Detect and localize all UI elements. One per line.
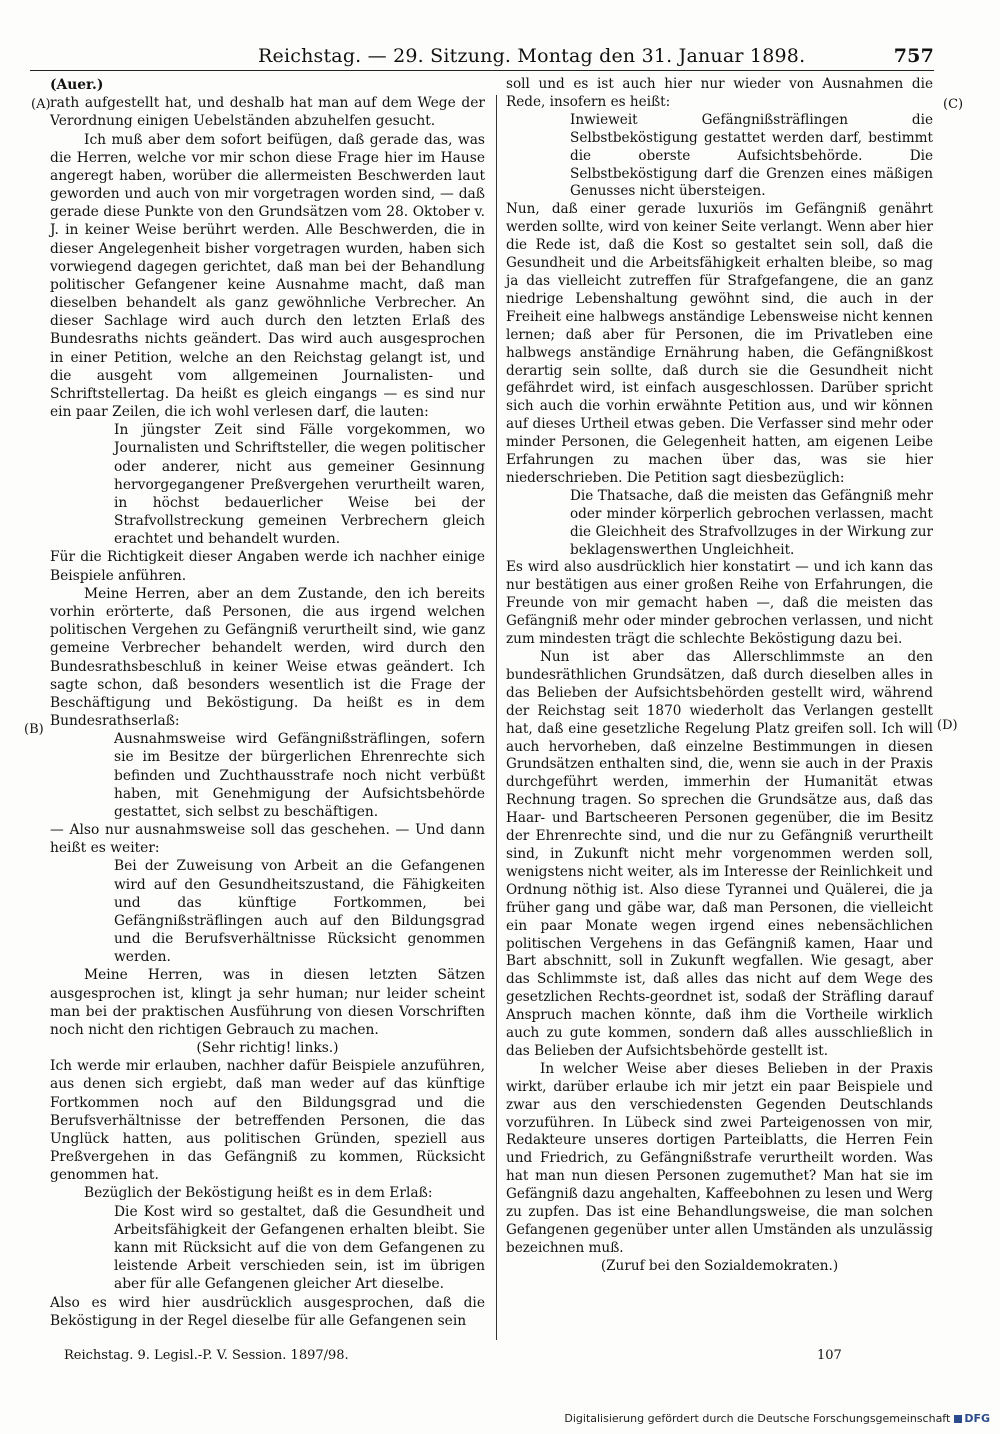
- paragraph: Nun, daß einer gerade luxuriös im Gefängniß genährt werden sollte, wird von keiner Seite verlangt. Wenn aber hier die Rede ist, daß die Kost so gestaltet sein soll, daß die Gesundheit und die Arbeitsfähigkeit erhalten bleibe, so mag ja das vielleicht zutreffen für Strafgefangene, die an ganz niedrige Lebenshaltung gewöhnt sind, die auch in der Freiheit eine halbwegs anständige Lebensweise nicht kennen lernen; daß aber für Personen, die im Privatleben eine halbwegs anständige Ernährung haben, die Gefängnißkost derartig sein sollte, daß durch sie die Gesundheit nicht gefährdet wird, ist einfach ausgeschlossen. Darüber spricht sich auch die vorhin erwähnte Petition aus, und wir können auf dieses Urtheil etwas geben. Die Verfasser sind mehr oder minder Personen, die Gelegenheit hatten, am eigenen Leibe Erfahrungen zu machen über das, was sie hier niederschrieben. Die Petition sagt diesbezüglich:: [506, 201, 933, 486]
- paragraph: Also es wird hier ausdrücklich ausgesprochen, daß die Beköstigung in der Regel dieselbe für alle Gefangenen sein: [50, 1294, 485, 1329]
- page-number: 757: [893, 45, 934, 67]
- paragraph: Bezüglich der Beköstigung heißt es in dem Erlaß:: [84, 1185, 433, 1202]
- interjection: (Sehr richtig! links.): [196, 1040, 339, 1057]
- footer-session-line: Reichstag. 9. Legisl.-P. V. Session. 1897/98.: [64, 1348, 349, 1363]
- paragraph: rath aufgestellt hat, und deshalb hat man auf dem Wege der Verordnung einigen Uebelständen abzuhelfen gesucht.: [50, 95, 485, 130]
- digitization-credit: [564, 1412, 990, 1425]
- footer-sheet-number: 107: [817, 1348, 842, 1363]
- interjection: (Zuruf bei den Sozialdemokraten.): [600, 1257, 839, 1274]
- paragraph: Ich muß aber dem sofort beifügen, daß gerade das, was die Herren, welche vor mir schon diese Frage hier im Hause angeregt haben, worüber die allermeisten Beschwerden laut geworden und auch von mir vorgetragen worden sind, — daß gerade diese Punkte von den Grundsätzen vom 28. Oktober v. J. in keiner Weise berührt werden. Alle Beschwerden, die in dieser Angelegenheit bisher vorgetragen wurden, haben sich vorwiegend dagegen gerichtet, daß man bei der Behandlung politischer Gefangener keine Ausnahme macht, daß man dieselben behandelt als ganz gewöhnliche Verbrecher. An dieser Sachlage wird auch durch den letzten Erlaß des Bundesraths nichts geändert. Das wird auch ausgesprochen in einer Petition, welche an den Reichstag gelangt ist, und die ausgeht vom allgemeinen Journalisten- und Schriftstellertag. Da heißt es gleich eingangs — es sind nur ein paar Zeilen, die ich wohl verlesen darf, die lauten:: [50, 131, 485, 421]
- margin-marker-b: (B): [24, 722, 44, 737]
- dfg-logo-mark-icon: [954, 1415, 962, 1423]
- credit-text: Digitalisierung gefördert durch die Deutsche Forschungsgemeinschaft: [564, 1412, 951, 1425]
- paragraph: soll und es ist auch hier nur wieder von Ausnahmen die Rede, insofern es heißt:: [506, 76, 933, 110]
- paragraph: Für die Richtigkeit dieser Angaben werde ich nachher einige Beispiele anführen.: [50, 549, 485, 584]
- dfg-logo-text: DFG: [964, 1412, 990, 1425]
- column-divider: [496, 95, 497, 1340]
- right-column: [506, 76, 933, 1276]
- paragraph: Meine Herren, aber an dem Zustande, den ich bereits vorhin erörterte, daß Personen, die aus irgend welchen politischen Vergehen zu Gefängniß verurtheilt sind, wie ganz gemeine Verbrecher behandelt werden, wird durch den Bundesrathsbeschluß in keiner Weise etwas geändert. Ich sagte schon, daß besonders wesentlich ist die Frage der Beschäftigung und Beköstigung. Da heißt es in dem Bundesrathserlaß:: [50, 585, 485, 730]
- paragraph: In welcher Weise aber dieses Belieben in der Praxis wirkt, darüber erlaube ich mir jetzt ein paar Beispiele und zwar aus den verschiedensten Gegenden Deutschlands vorzuführen. In Lübeck sind zwei Parteigenossen von mir, Redakteure unseres dortigen Parteiblatts, die Herren Fein und Friedrich, zu Gefängnißstrafe verurtheilt worden. Was hat man nun diesen Personen zugemuthet? Man hat sie im Gefängniß dazu angehalten, Kaffeebohnen zu lesen und Werg zu zupfen. Das ist eine Behandlungsweise, die man solchen Gefangenen gegenüber unter allen Umständen als unzulässig bezeichnen muß.: [506, 1060, 933, 1256]
- margin-marker-a: (A): [31, 97, 51, 112]
- running-title: Reichstag. — 29. Sitzung. Montag den 31. Januar 1898.: [258, 45, 806, 67]
- paragraph: Ich werde mir erlauben, nachher dafür Beispiele anzuführen, aus denen sich ergiebt, daß man weder auf das künftige Fortkommen noch auf den Bildungsgrad und die Berufsverhältnisse der betreffenden Personen, die das Unglück hatten, aus politischen Gründen, speziell aus Preßvergehen in das Gefängniß zu kommen, Rücksicht genommen hat.: [50, 1058, 485, 1184]
- quotation: Die Kost wird so gestaltet, daß die Gesundheit und Arbeitsfähigkeit der Gefangenen erhalten bleibt. Sie kann mit Rücksicht auf die von dem Gefangenen zu leistende Arbeit verschieden sein, ist im übrigen aber für alle Gefangenen gleicher Art dieselbe.: [114, 1203, 485, 1293]
- margin-marker-d: (D): [937, 718, 958, 733]
- speaker-label: (Auer.): [50, 77, 104, 93]
- left-column: [50, 76, 485, 1330]
- paragraph: Meine Herren, was in diesen letzten Sätzen ausgesprochen ist, klingt ja sehr human; nur leider scheint man bei der praktischen Ausführung von diesen Vorschriften noch nicht den richtigen Gebrauch zu machen.: [50, 967, 485, 1038]
- paragraph: — Also nur ausnahmsweise soll das geschehen. — Und dann heißt es weiter:: [50, 822, 485, 857]
- header-rule: [30, 70, 934, 71]
- paragraph: Nun ist aber das Allerschlimmste an den bundesräthlichen Grundsätzen, daß durch dieselben alles in das Belieben der Aufsichtsbehörden gestellt wird, während der Reichstag seit 1870 wiederholt das Verlangen gestellt hat, daß eine gesetzliche Regelung Platz greifen soll. Ich will auch hervorheben, daß einzelne Bestimmungen in diesen Grundsätzen enthalten sind, die, wenn sie auch in der Praxis durchgeführt werden, immerhin der Humanität etwas Rechnung tragen. So sprechen die Grundsätze aus, daß das Haar- und Bartscheeren Personen gegenüber, die im Besitz der Ehrenrechte sind, und die nur zu Gefängniß verurtheilt sind, in Zukunft nicht mehr vorgenommen werden soll, wenigstens nicht weiter, als im Interesse der Reinlichkeit und Ordnung nöthig ist. Also diese Tyrannei und Quälerei, die ja früher gang und gäbe war, daß man Personen, die vielleicht ein paar Monate wegen irgend eines nebensächlichen politischen Vergehens in das Gefängniß kamen, Haar und Bart abschnitt, soll in Zukunft wegfallen. Wie gesagt, aber das Schlimmste ist, daß alles das nicht auf dem Wege des gesetzlichen Rechts-geordnet ist, sodaß der Sträfling darauf Anspruch machen könnte, daß ihm die Vortheile wirklich auch zu gute kommen, sondern daß alles ausschließlich in das Belieben der Aufsichtsbehörde gestellt ist.: [506, 649, 933, 1059]
- page-header: [258, 45, 934, 67]
- paragraph: Es wird also ausdrücklich hier konstatirt — und ich kann das nur bestätigen aus einer großen Reihe von Erfahrungen, die Freunde von mir gemacht haben —, daß die meisten das Gefängniß mehr oder minder gebrochen verlassen, und nicht zum mindesten trägt die schlechte Beköstigung dazu bei.: [506, 559, 933, 648]
- quotation: Ausnahmsweise wird Gefängnißsträflingen, sofern sie im Besitze der bürgerlichen Ehrenrechte sich befinden und Zuchthausstrafe noch nicht verbüßt haben, mit Genehmigung der Aufsichtsbehörde gestattet, sich selbst zu beschäftigen.: [114, 731, 485, 820]
- dfg-logo: [954, 1412, 990, 1425]
- quotation: In jüngster Zeit sind Fälle vorgekommen, wo Journalisten und Schriftsteller, die wegen politischer oder anderer, nicht aus gemeiner Gesinnung hervorgegangener Preßvergehen verurtheilt waren, in höchst bedauerlicher Weise bei der Strafvollstreckung gemeinen Verbrechern gleich erachtet und behandelt wurden.: [114, 422, 485, 548]
- quotation: Die Thatsache, daß die meisten das Gefängniß mehr oder minder körperlich gebrochen verlassen, macht die Gleichheit des Strafvollzuges in der Wirkung zur beklagenswerthen Ungleichheit.: [570, 487, 933, 558]
- quotation: Bei der Zuweisung von Arbeit an die Gefangenen wird auf den Gesundheitszustand, die Fähigkeiten und das künftige Fortkommen, bei Gefängnißsträflingen auch auf den Bildungsgrad und die Berufsverhältnisse Rücksicht genommen werden.: [114, 858, 485, 966]
- quotation: Inwieweit Gefängnißsträflingen die Selbstbeköstigung gestattet werden darf, bestimmt die oberste Aufsichtsbehörde. Die Selbstbeköstigung darf die Grenzen eines mäßigen Genusses nicht übersteigen.: [570, 111, 933, 200]
- margin-marker-c: (C): [943, 97, 964, 112]
